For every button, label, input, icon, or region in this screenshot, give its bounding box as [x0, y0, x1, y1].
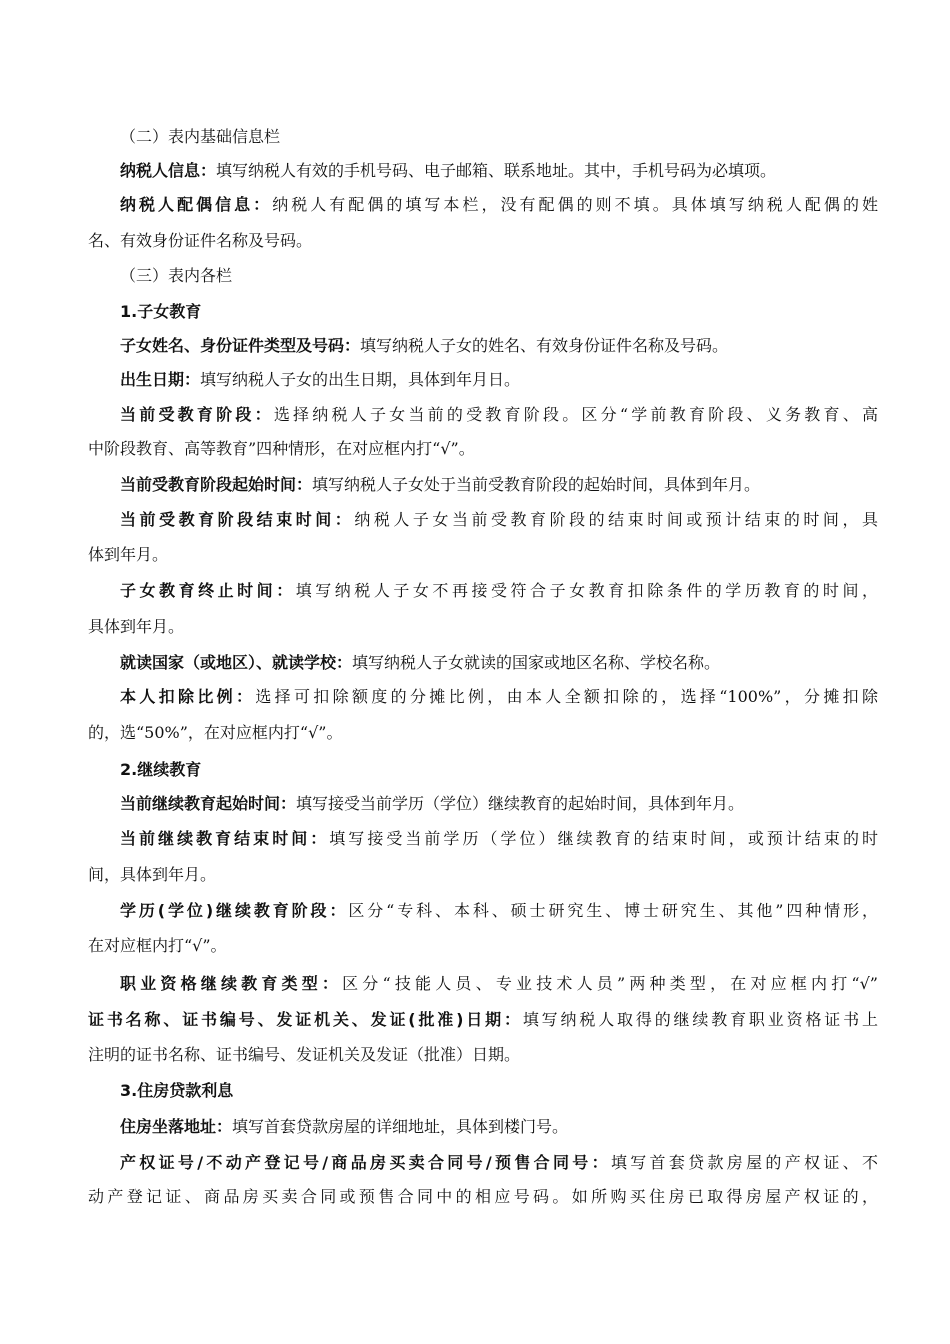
paragraph-cont-end [120, 828, 878, 850]
term-text: 填写首套贷款房屋的产权证、不 [610, 1153, 878, 1172]
term-text: 填写纳税人取得的继续教育职业资格证书上 [522, 1010, 878, 1029]
term-text: 填写纳税人子女的姓名、有效身份证件名称及号码。 [360, 336, 729, 355]
term-label: 当前继续教育结束时间： [120, 829, 330, 848]
paragraph-child-stage [120, 404, 878, 426]
term-text: 区分“专科、本科、硕士研究生、博士研究生、其他”四种情形， [348, 901, 878, 920]
term-label: 当前受教育阶段： [120, 405, 274, 424]
term-label: 子女姓名、身份证件类型及号码： [120, 336, 361, 355]
term-text: 填写接受当前学历（学位）继续教育的起始时间，具体到年月。 [296, 794, 745, 813]
paragraph-cont-end-cont: 间，具体到年月。 [88, 865, 217, 884]
heading-continuing-education: 2.继续教育 [120, 760, 202, 779]
paragraph-child-stage-start [120, 474, 878, 496]
term-text: 区分“技能人员、专业技术人员”两种类型，在对应框内打“√” [342, 974, 878, 993]
term-text: 纳税人有配偶的填写本栏，没有配偶的则不填。具体填写纳税人配偶的姓 [272, 195, 878, 214]
paragraph-child-end-time [120, 580, 878, 602]
heading-housing-loan: 3.住房贷款利息 [120, 1081, 234, 1100]
paragraph-child-ratio [120, 686, 878, 708]
paragraph-housing-cert [120, 1152, 878, 1174]
term-label: 子女教育终止时间： [120, 581, 296, 600]
paragraph-cont-cert-cont: 注明的证书名称、证书编号、发证机关及发证（批准）日期。 [88, 1045, 521, 1064]
term-text: 填写纳税人子女处于当前受教育阶段的起始时间，具体到年月。 [312, 475, 761, 494]
section-title-items: （三）表内各栏 [120, 266, 233, 285]
heading-child-education: 1.子女教育 [120, 302, 202, 321]
paragraph-child-stage-end-cont: 体到年月。 [88, 545, 169, 564]
paragraph-child-school [120, 652, 878, 674]
paragraph-spouse-info [120, 194, 878, 216]
paragraph-cont-stage-cont: 在对应框内打“√”。 [88, 936, 227, 955]
term-label: 证书名称、证书编号、发证机关、发证(批准)日期： [88, 1010, 523, 1029]
term-label: 纳税人配偶信息： [120, 195, 273, 214]
term-text: 填写纳税人有效的手机号码、电子邮箱、联系地址。其中，手机号码为必填项。 [216, 161, 777, 180]
paragraph-child-stage-cont: 中阶段教育、高等教育”四种情形，在对应框内打“√”。 [88, 439, 475, 458]
paragraph-taxpayer-info [120, 160, 878, 182]
term-text: 选择纳税人子女当前的受教育阶段。区分“学前教育阶段、义务教育、高 [273, 405, 878, 424]
paragraph-housing-cert-cont: 动产登记证、商品房买卖合同或预售合同中的相应号码。如所购买住房已取得房屋产权证的， [88, 1187, 878, 1206]
term-text: 选择可扣除额度的分摊比例，由本人全额扣除的，选择“100%”，分摊扣除 [255, 687, 878, 706]
term-label: 产权证号/不动产登记号/商品房买卖合同号/预售合同号： [120, 1153, 611, 1172]
term-label: 学历(学位)继续教育阶段： [120, 901, 349, 920]
term-text: 纳税人子女当前受教育阶段的结束时间或预计结束的时间，具 [354, 510, 878, 529]
paragraph-child-birth [120, 369, 878, 391]
term-text: 填写纳税人子女不再接受符合子女教育扣除条件的学历教育的时间， [295, 581, 878, 600]
term-text: 填写纳税人子女的出生日期，具体到年月日。 [200, 370, 521, 389]
paragraph-cont-prof [120, 973, 878, 995]
term-text: 填写首套贷款房屋的详细地址，具体到楼门号。 [232, 1117, 569, 1136]
paragraph-cont-start [120, 793, 878, 815]
paragraph-child-stage-end [120, 509, 878, 531]
term-label: 职业资格继续教育类型： [120, 974, 343, 993]
term-label: 当前继续教育起始时间： [120, 794, 297, 813]
paragraph-cont-stage [120, 900, 878, 922]
paragraph-child-end-time-cont: 具体到年月。 [88, 617, 185, 636]
term-label: 出生日期： [120, 370, 201, 389]
term-label: 当前受教育阶段结束时间： [120, 510, 355, 529]
paragraph-child-name [120, 335, 878, 357]
term-text: 填写纳税人子女就读的国家或地区名称、学校名称。 [352, 653, 721, 672]
paragraph-cont-cert [88, 1009, 878, 1031]
paragraph-spouse-info-cont: 名、有效身份证件名称及号码。 [88, 231, 313, 250]
term-label: 当前受教育阶段起始时间： [120, 475, 313, 494]
term-label: 就读国家（或地区）、就读学校： [120, 653, 353, 672]
term-label: 住房坐落地址： [120, 1117, 233, 1136]
term-label: 纳税人信息： [120, 161, 217, 180]
section-title-basic-info: （二）表内基础信息栏 [120, 127, 281, 146]
paragraph-child-ratio-cont: 的，选“50%”，在对应框内打“√”。 [88, 723, 343, 742]
term-text: 填写接受当前学历（学位）继续教育的结束时间，或预计结束的时 [329, 829, 878, 848]
term-label: 本人扣除比例： [120, 687, 256, 706]
paragraph-housing-addr [120, 1116, 878, 1138]
